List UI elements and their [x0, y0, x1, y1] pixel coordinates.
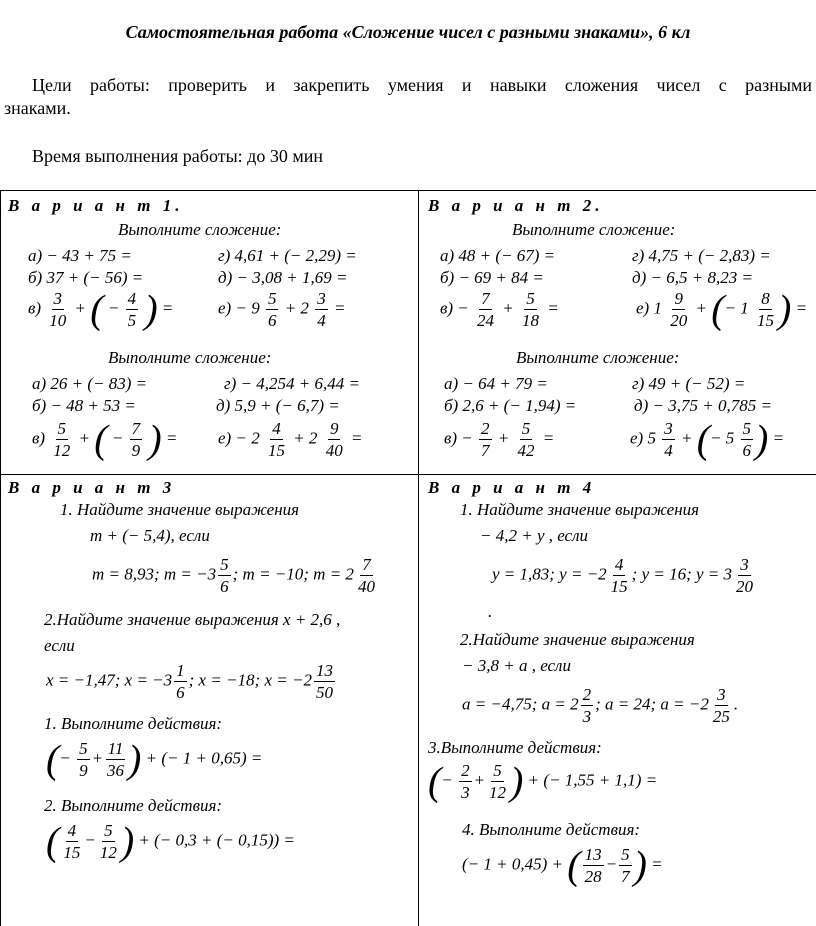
- v4-task-4-expr: (− 1 + 0,45) + ( $\frac{13}{28}$ − $\frac{5}{7}$ ) =: [462, 842, 663, 888]
- v2-row2-d: д) − 3,75 + 0,785 =: [634, 396, 772, 415]
- fraction: $\frac{9}{20}$: [670, 289, 688, 330]
- v2-row-v: в) − $\frac{7}{24}$ + $\frac{5}{18}$ =: [440, 289, 559, 330]
- v4-task-3: 3.Выполните действия:: [428, 738, 602, 757]
- v1-row-b: б) 37 + (− 56) =: [28, 268, 144, 287]
- variant-1-header: В а р и а н т 1.: [8, 196, 184, 215]
- time-limit: Время выполнения работы: до 30 мин: [32, 146, 323, 166]
- variant-2-header: В а р и а н т 2.: [428, 196, 604, 215]
- v3-task-1: 1. Найдите значение выражения: [60, 500, 300, 519]
- table-border-top: [0, 190, 816, 191]
- v2-row2-a: а) − 64 + 79 =: [444, 374, 548, 393]
- v4-task-2-expr: − 3,8 + a , если: [462, 656, 571, 675]
- v1-task-1: Выполните сложение:: [118, 220, 282, 239]
- goal-line-2: знаками.: [4, 98, 71, 118]
- v4-task-1-expr: − 4,2 + y , если: [480, 526, 589, 545]
- v4-task-4: 4. Выполните действия:: [462, 820, 641, 839]
- v3-task-1-expr: m + (− 5,4), если: [90, 526, 210, 545]
- v1-row2-e: е) − 2 $\frac{4}{15}$ + 2 $\frac{9}{40}$ =: [218, 419, 363, 460]
- fraction: $\frac{13}{28}$: [584, 845, 602, 886]
- v1-row2-d: д) 5,9 + (− 6,7) =: [216, 396, 340, 415]
- fraction: $\frac{5}{12}$: [489, 761, 507, 802]
- v3-task-4-expr: ( $\frac{4}{15}$ − $\frac{5}{12}$ ) + (− 0,3 + (− 0,15)) =: [46, 818, 295, 864]
- fraction: $\frac{5}{6}$: [220, 555, 229, 596]
- v1-label-v: в): [28, 298, 42, 318]
- v1-row2-a: а) 26 + (− 83) =: [32, 374, 148, 393]
- fraction: $\frac{3}{10}$: [49, 289, 67, 330]
- v1-row-v: в) $\frac{3}{10}$ + ( − $\frac{4}{5}$ ) =: [28, 286, 174, 332]
- fraction: $\frac{11}{36}$: [107, 739, 125, 780]
- v1-row2-g: г) − 4,254 + 6,44 =: [224, 374, 360, 393]
- v3-task-3: 1. Выполните действия:: [44, 714, 223, 733]
- fraction: $\frac{5}{7}$: [621, 845, 630, 886]
- v1-task-2: Выполните сложение:: [108, 348, 272, 367]
- variant-3-header: В а р и а н т 3: [8, 478, 176, 497]
- fraction: $\frac{4}{5}$: [127, 289, 137, 330]
- goal-line-1: Цели работы: проверить и закрепить умения и навыки сложения чисел с разными: [32, 75, 812, 95]
- v2-row-g: г) 4,75 + (− 2,83) =: [632, 246, 771, 265]
- fraction: $\frac{9}{40}$: [325, 419, 343, 460]
- variant-4-header: В а р и а н т 4: [428, 478, 596, 497]
- v1-row-d: д) − 3,08 + 1,69 =: [218, 268, 348, 287]
- fraction: $\frac{4}{15}$: [267, 419, 285, 460]
- fraction: $\frac{5}{9}$: [79, 739, 88, 780]
- fraction: $\frac{2}{7}$: [481, 419, 490, 460]
- v1-row-a: а) − 43 + 75 =: [28, 246, 132, 265]
- goal-paragraph: [4, 74, 812, 120]
- fraction: $\frac{3}{4}$: [317, 289, 326, 330]
- v3-task-2: 2.Найдите значение выражения x + 2,6 ,: [44, 610, 341, 629]
- v4-task-2-values: a = −4,75; a = 2 $\frac{2}{3}$ ; a = 24; a = −2 $\frac{3}{25}$ .: [462, 685, 739, 726]
- fraction: $\frac{7}{9}$: [131, 419, 141, 460]
- v1-row2-v: в) $\frac{5}{12}$ + ( − $\frac{7}{9}$ ) =: [32, 416, 178, 462]
- fraction: $\frac{5}{12}$: [53, 419, 71, 460]
- fraction: $\frac{5}{12}$: [99, 821, 117, 862]
- fraction: $\frac{2}{3}$: [461, 761, 470, 802]
- v3-task-2-values: x = −1,47; x = −3 $\frac{1}{6}$ ; x = −18; x = −2 $\frac{13}{50}$: [46, 661, 333, 702]
- v2-row2-v: в) − $\frac{2}{7}$ + $\frac{5}{42}$ =: [444, 419, 555, 460]
- v2-row2-b: б) 2,6 + (− 1,94) =: [444, 396, 577, 415]
- fraction: $\frac{4}{15}$: [610, 555, 628, 596]
- v3-task-2-if: если: [44, 636, 75, 655]
- v3-task-3-expr: (− $\frac{5}{9}$ + $\frac{11}{36}$ ) + (− 1 + 0,65) =: [46, 736, 263, 782]
- v1-row-g: г) 4,61 + (− 2,29) =: [218, 246, 357, 265]
- fraction: $\frac{7}{40}$: [357, 555, 375, 596]
- fraction: $\frac{3}{25}$: [712, 685, 730, 726]
- v2-row-d: д) − 6,5 + 8,23 =: [632, 268, 753, 287]
- fraction: $\frac{13}{50}$: [315, 661, 333, 702]
- fraction: $\frac{1}{6}$: [176, 661, 185, 702]
- v3-task-1-values: m = 8,93; m = −3 $\frac{5}{6}$ ; m = −10; m = 2 $\frac{7}{40}$: [92, 555, 375, 596]
- fraction: $\frac{2}{3}$: [582, 685, 592, 726]
- v2-row2-e: е) 5 $\frac{3}{4}$ + (− 5 $\frac{5}{6}$ ) =: [630, 416, 785, 462]
- v4-task-1-values: y = 1,83; y = −2 $\frac{4}{15}$ ; y = 16; y = 3 $\frac{3}{20}$: [492, 555, 754, 596]
- v2-row-b: б) − 69 + 84 =: [440, 268, 544, 287]
- v2-row2-g: г) 49 + (− 52) =: [632, 374, 746, 393]
- table-border-center: [418, 190, 419, 926]
- fraction: $\frac{3}{20}$: [736, 555, 754, 596]
- fraction: $\frac{5}{42}$: [517, 419, 535, 460]
- fraction: $\frac{7}{24}$: [477, 289, 495, 330]
- table-border-left: [0, 190, 1, 926]
- variants-table: [0, 190, 816, 926]
- table-border-middle: [0, 474, 816, 475]
- fraction: $\frac{5}{6}$: [742, 419, 752, 460]
- fraction: $\frac{5}{18}$: [522, 289, 540, 330]
- v2-task-1: Выполните сложение:: [512, 220, 676, 239]
- v1-row2-b: б) − 48 + 53 =: [32, 396, 136, 415]
- v2-row-a: а) 48 + (− 67) =: [440, 246, 556, 265]
- fraction: $\frac{5}{6}$: [267, 289, 277, 330]
- fraction: $\frac{4}{15}$: [63, 821, 81, 862]
- page-title: Самостоятельная работа «Сложение чисел с разными знаками», 6 кл: [125, 22, 691, 42]
- v4-task-1: 1. Найдите значение выражения: [460, 500, 700, 519]
- v3-task-4: 2. Выполните действия:: [44, 796, 223, 815]
- v4-task-3-expr: (− $\frac{2}{3}$ + $\frac{5}{12}$ ) + (− 1,55 + 1,1) =: [428, 758, 658, 804]
- v4-dot: .: [488, 602, 493, 621]
- v4-task-2: 2.Найдите значение выражения: [460, 630, 695, 649]
- fraction: $\frac{8}{15}$: [757, 289, 775, 330]
- fraction: $\frac{3}{4}$: [664, 419, 673, 460]
- v2-row-e: е) 1 $\frac{9}{20}$ + (− 1 $\frac{8}{15}$ ) =: [636, 286, 808, 332]
- v1-row-e: е) − 9 $\frac{5}{6}$ + 2 $\frac{3}{4}$ =: [218, 289, 346, 330]
- v2-task-2: Выполните сложение:: [516, 348, 680, 367]
